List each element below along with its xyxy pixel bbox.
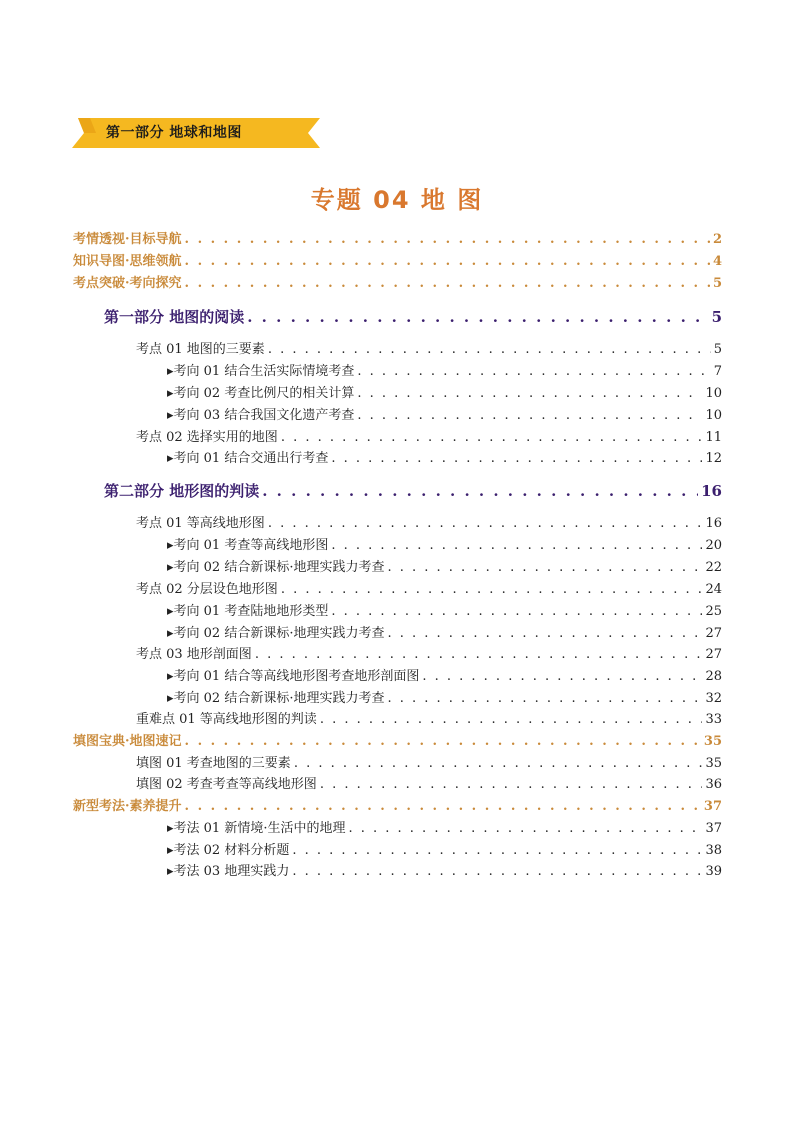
toc-entry-page: 33 [705,712,722,727]
toc-leader-dots [292,864,702,879]
toc-entry[interactable] [136,512,722,531]
toc-entry[interactable] [167,817,722,836]
toc-entry[interactable] [167,600,722,619]
toc-leader-dots [331,538,702,553]
page-title: 专题 04 地 图 [310,186,484,214]
toc-entry-page: 24 [705,582,722,597]
toc-entry[interactable] [104,480,722,501]
toc-entry-page: 25 [705,604,722,619]
toc-entry-page: 16 [701,482,722,500]
toc-entry[interactable] [73,228,722,247]
section-banner [72,116,322,150]
toc-leader-dots [185,232,710,247]
toc-entry[interactable] [136,578,722,597]
toc-entry-page: 11 [705,430,722,445]
toc-entry-label: 填图宝典·地图速记 [73,734,182,749]
toc-leader-dots [268,516,703,531]
toc-entry-label: 考点 01 地图的三要素 [136,342,265,357]
toc-leader-dots [262,482,698,500]
toc-leader-dots [185,799,701,814]
toc-leader-dots [268,342,711,357]
toc-entry-label: 第一部分 地图的阅读 [104,308,245,326]
toc-entry-label: 考点 02 选择实用的地图 [136,430,278,445]
toc-entry[interactable] [167,687,722,706]
toc-leader-dots [387,560,702,575]
toc-entry-label: ▸考向 02 结合新课标·地理实践力考查 [167,626,385,641]
toc-entry-page: 20 [705,538,722,553]
toc-entry[interactable] [167,622,722,641]
toc-entry[interactable] [73,272,722,291]
toc-entry-page: 5 [712,276,722,291]
toc-leader-dots [357,408,702,423]
toc-entry-page: 32 [705,691,722,706]
toc-leader-dots [387,691,702,706]
toc-entry[interactable] [136,752,722,771]
toc-entry[interactable] [167,404,722,423]
toc-leader-dots [357,386,702,401]
toc-entry-page: 37 [703,799,722,814]
toc-entry-label: ▸考向 01 考查等高线地形图 [167,538,329,553]
toc-entry-label: 考点 02 分层设色地形图 [136,582,278,597]
toc-entry-label: ▸考向 01 结合交通出行考查 [167,451,329,466]
toc-entry-label: 知识导图·思维领航 [73,254,182,269]
toc-leader-dots [348,821,702,836]
toc-entry-page: 37 [705,821,722,836]
toc-entry-label: ▸考向 02 结合新课标·地理实践力考查 [167,691,385,706]
toc-leader-dots [331,451,702,466]
toc-entry[interactable] [136,338,722,357]
toc-entry[interactable] [167,665,722,684]
toc-entry[interactable] [167,360,722,379]
toc-entry-label: 考情透视·目标导航 [73,232,182,247]
toc-leader-dots [185,276,710,291]
toc-entry-page: 27 [705,626,722,641]
toc-entry-page: 39 [705,864,722,879]
toc-leader-dots [422,669,702,684]
toc-entry-page: 10 [705,386,722,401]
toc-entry-label: ▸考向 02 考查比例尺的相关计算 [167,386,355,401]
toc-entry[interactable] [167,556,722,575]
toc-entry-label: ▸考法 01 新情境·生活中的地理 [167,821,346,836]
toc-entry-page: 28 [705,669,722,684]
toc-entry-page: 5 [711,308,722,326]
toc-entry[interactable] [136,643,722,662]
toc-entry-page: 4 [712,254,722,269]
toc-entry-label: ▸考向 01 结合等高线地形图考查地形剖面图 [167,669,420,684]
toc-leader-dots [185,254,710,269]
toc-entry-label: ▸考向 02 结合新课标·地理实践力考查 [167,560,385,575]
toc-entry-label: 填图 01 考查地图的三要素 [136,756,291,771]
toc-entry-page: 5 [713,342,722,357]
toc-entry-page: 16 [705,516,722,531]
toc-entry[interactable] [73,730,722,749]
banner-label: 第一部分 地球和地图 [106,125,242,141]
toc-entry-label: ▸考向 03 结合我国文化遗产考查 [167,408,355,423]
toc-entry[interactable] [167,534,722,553]
toc-leader-dots [247,308,708,326]
toc-entry[interactable] [136,773,722,792]
toc-leader-dots [292,843,702,858]
toc-leader-dots [255,647,703,662]
toc-entry-label: ▸考法 03 地理实践力 [167,864,290,879]
toc-entry-page: 7 [713,364,722,379]
toc-entry-label: 考点 01 等高线地形图 [136,516,265,531]
toc-entry-label: ▸考法 02 材料分析题 [167,843,290,858]
toc-entry[interactable] [167,382,722,401]
toc-entry[interactable] [167,447,722,466]
toc-entry-page: 12 [705,451,722,466]
toc-entry[interactable] [136,426,722,445]
toc-entry-page: 22 [705,560,722,575]
toc-entry[interactable] [104,306,722,327]
toc-entry[interactable] [167,860,722,879]
toc-entry-page: 38 [705,843,722,858]
toc-entry-label: 第二部分 地形图的判读 [104,482,260,500]
toc-entry-label: 考点 03 地形剖面图 [136,647,252,662]
toc-leader-dots [294,756,703,771]
toc-leader-dots [331,604,702,619]
toc-entry[interactable] [167,839,722,858]
toc-leader-dots [320,712,703,727]
toc-leader-dots [281,430,703,445]
toc-leader-dots [387,626,702,641]
toc-entry-page: 10 [705,408,722,423]
toc-leader-dots [185,734,701,749]
toc-entry-page: 27 [705,647,722,662]
toc-leader-dots [320,777,703,792]
toc-entry-page: 36 [705,777,722,792]
toc-entry-label: ▸考向 01 考查陆地地形类型 [167,604,329,619]
toc-entry[interactable] [136,708,722,727]
toc-entry-page: 2 [712,232,722,247]
toc-leader-dots [281,582,703,597]
toc-entry-page: 35 [705,756,722,771]
toc-entry-page: 35 [703,734,722,749]
toc-entry-label: ▸考向 01 结合生活实际情境考查 [167,364,355,379]
toc-entry-label: 考点突破·考向探究 [73,276,182,291]
toc-entry[interactable] [73,250,722,269]
toc-entry-label: 重难点 01 等高线地形图的判读 [136,712,317,727]
toc-entry-label: 填图 02 考查考查等高线地形图 [136,777,317,792]
toc-entry-label: 新型考法·素养提升 [73,799,182,814]
toc-leader-dots [357,364,710,379]
toc-entry[interactable] [73,795,722,814]
